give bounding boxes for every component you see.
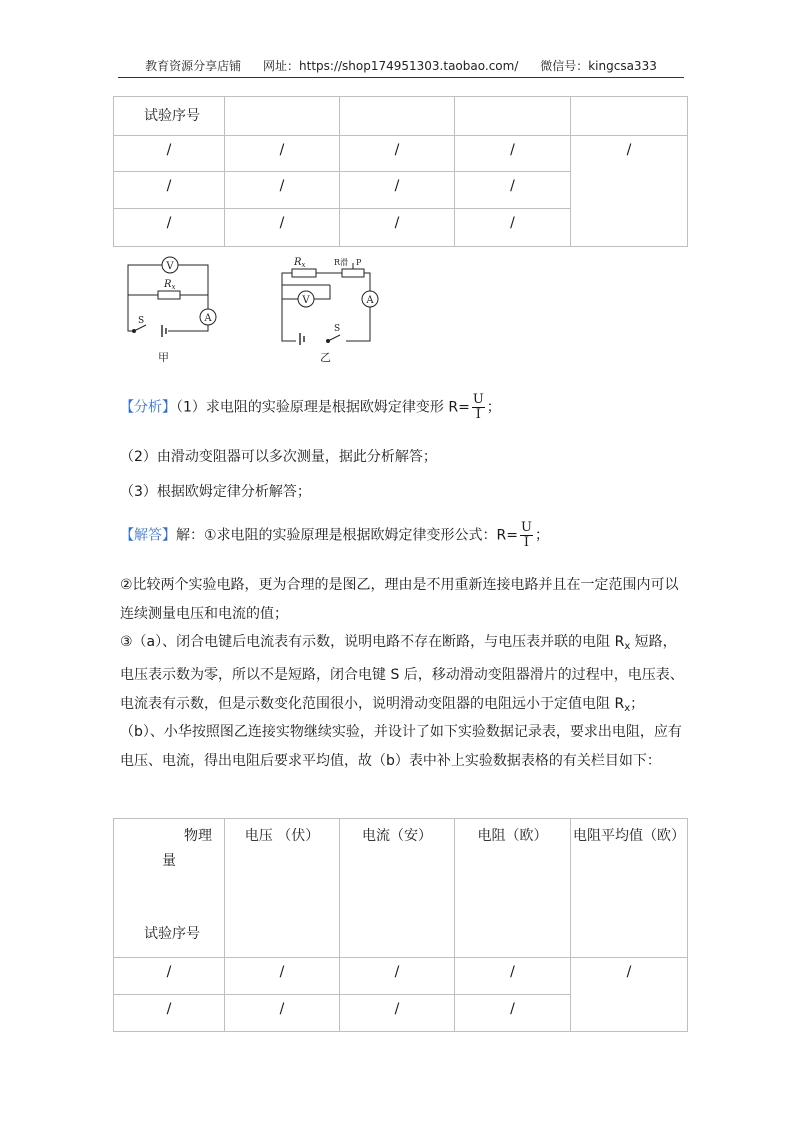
column-header-voltage: 电压 （伏） [225,819,340,958]
answer-tag: 【解答】 [120,527,176,544]
corner-quantity: 量 [162,853,176,869]
data-table-answer [113,818,688,1032]
corner-physical: 物理 [184,828,212,844]
analysis-3: （3）根据欧姆定律分析解答； [120,484,311,500]
answer-3: ③（a）、闭合电键后电流表有示数，说明电路不存在断路，与电压表并联的电阻 $R_x$ 短路，电压表示数为零，所以不是短路，闭合电键 S 后，移动滑动变阻器滑片的过程中，电压表、电流表有示数，但是示数变化范围很小，说明滑动变阻器的电阻远小于定值电阻 $R_x$； [120,634,684,714]
table-cell: / [340,995,455,1032]
table-cell [571,97,688,136]
average-cell: / [571,136,688,247]
switch-label-yi: S [334,324,341,334]
table-cell: / [225,995,340,1032]
ammeter-yi: A [366,295,374,306]
site-label: 网址： [263,59,300,73]
table-cell: / [114,136,225,172]
resistor-label-yi: $R_x$ [294,257,306,269]
ammeter-jia: A [204,313,212,324]
table-cell: / [114,958,225,995]
figure-label-jia: 甲 [158,351,169,364]
voltmeter-yi: V [302,295,310,306]
analysis-tag: 【分析】 [120,399,176,416]
switch-label-jia: S [138,316,145,326]
table-cell: / [455,172,571,209]
table-cell: / [114,209,225,247]
table-cell: / [114,995,225,1032]
page-header [120,57,682,77]
wechat-label: 微信号： [540,59,589,73]
site-info [263,59,518,73]
analysis-2: （2）由滑动变阻器可以多次测量，据此分析解答； [120,449,437,465]
circuit-yi [282,257,378,364]
column-header-resistance: 电阻（欧） [455,819,571,958]
circuit-figures [120,253,420,368]
trial-number-header: 试验序号 [114,97,225,136]
corner-trial: 试验序号 [144,926,200,942]
site-url[interactable]: https://shop174951303.taobao.com/ [299,59,519,73]
table-cell: / [225,958,340,995]
circuit-jia [128,257,216,364]
table-cell: / [455,136,571,172]
answer-4: （b）、小华按照图乙连接实物继续实验，并设计了如下实验数据记录表，要求出电阻，应有电压、电流，得出电阻后要求平均值，故（b）表中补上实验数据表格的有关栏目如下： [120,724,682,769]
rheostat-label: R滑 [334,258,349,267]
wechat-id: kingcsa333 [588,59,657,73]
ohm-fraction-answer: $\frac{U}{I}$ [521,520,532,550]
answer-1: 【解答】解：①求电阻的实验原理是根据欧姆定律变形公式：R= $\frac{U}{I}$ ； [120,520,549,550]
table-cell: / [114,172,225,209]
resistor-label-jia: $R_x$ [164,279,176,291]
table-cell: / [225,136,340,172]
answer-2: ②比较两个实验电路，更为合理的是图乙，理由是不用重新连接电路并且在一定范围内可以连续测量电压和电流的值； [120,577,679,622]
analysis-1: 【分析】（1）求电阻的实验原理是根据欧姆定律变形 R= $\frac{U}{I}$ ； [120,392,501,422]
table-cell: / [340,172,455,209]
table-cell: / [455,958,571,995]
table-cell: / [340,209,455,247]
table-cell [340,97,455,136]
table-cell: / [455,209,571,247]
ohm-fraction: $\frac{U}{I}$ [472,392,484,422]
corner-header [114,819,225,958]
table-cell: / [340,136,455,172]
table-cell: / [225,209,340,247]
table-cell [225,97,340,136]
slider-label: P [356,258,362,267]
table-cell [455,97,571,136]
figure-label-yi: 乙 [320,351,331,364]
header-divider [118,77,684,78]
table-cell: / [225,172,340,209]
data-table-top [113,96,688,247]
voltmeter-jia: V [166,261,174,272]
shop-name: 教育资源分享店铺 [145,59,242,73]
column-header-current: 电流（安） [340,819,455,958]
table-cell: / [340,958,455,995]
average-cell: / [571,958,688,1032]
column-header-average: 电阻平均值（欧） [571,819,688,958]
table-cell: / [455,995,571,1032]
wechat-info [540,59,657,73]
